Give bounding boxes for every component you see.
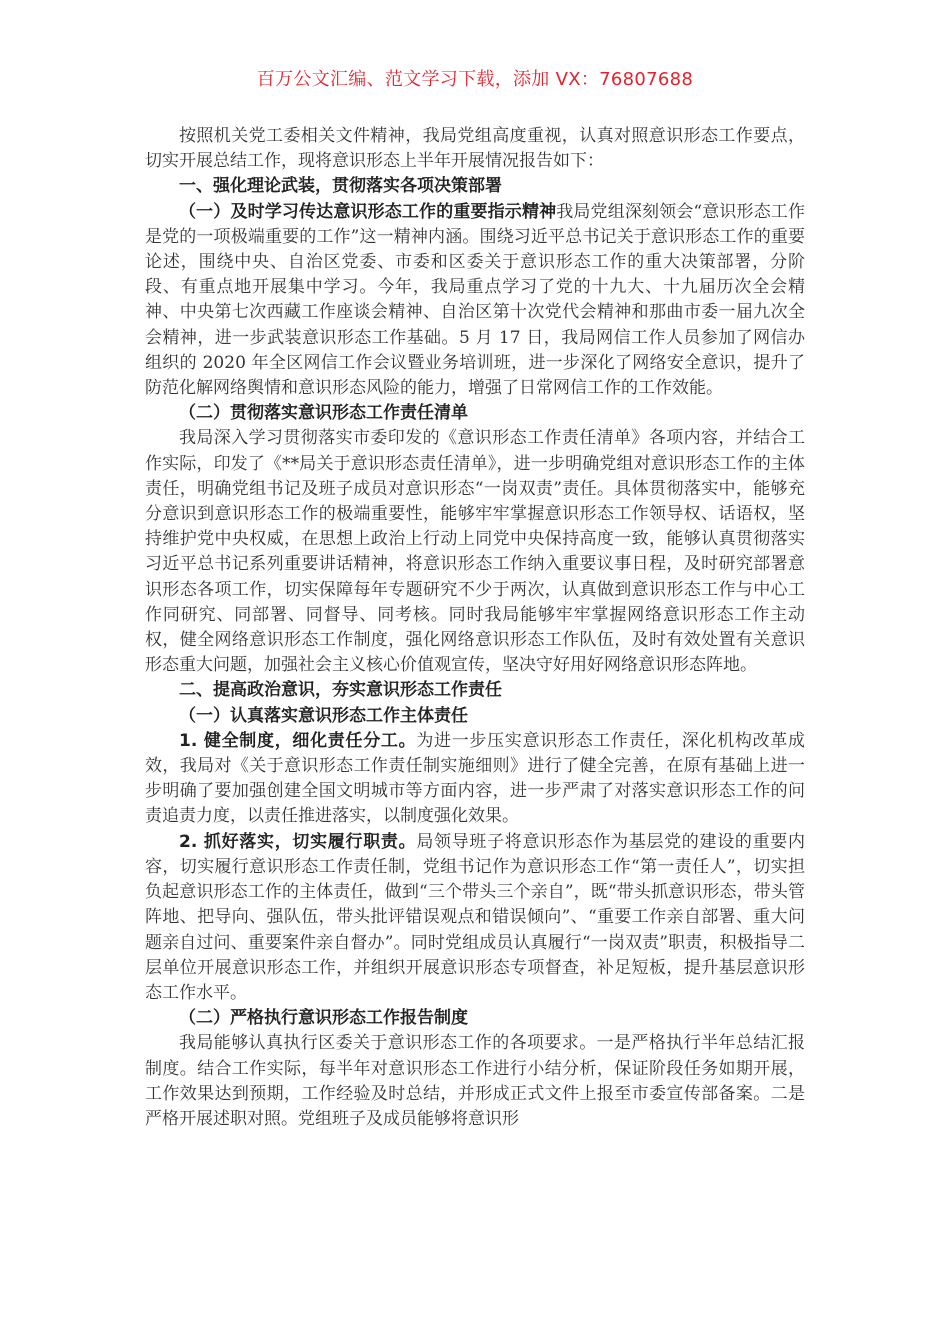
section-2-2-paragraph: 我局能够认真执行区委关于意识形态工作的各项要求。一是严格执行半年总结汇报制度。结合工作实际，每半年对意识形态工作进行小结分析，保证阶段任务如期开展，工作效果达到预期，工作经验及时总结，并形成正式文件上报至市委宣传部备案。二是严格开展述职对照。党组班子及成员能够将意识形	[145, 1033, 805, 1129]
section-1-2-heading: （二）贯彻落实意识形态工作责任清单	[179, 403, 468, 424]
document-body	[145, 124, 805, 1132]
item-1-lead: 1. 健全制度，细化责任分工。	[179, 730, 417, 751]
item-2-text: 局领导班子将意识形态作为基层党的建设的重要内容，切实履行意识形态工作责任制，党组书记作为意识形态工作“第一责任人”，切实担负起意识形态工作的主体责任，做到“三个带头三个亲自”，既“带头抓意识形态，带头管阵地、把导向、强队伍，带头批评错误观点和错误倾向”、“重要工作亲自部署、重大问题亲自过问、重要案件亲自督办”。同时党组成员认真履行“一岗双责”职责，积极指导二层单位开展意识形态工作，并组织开展意识形态专项督查，补足短板，提升基层意识形态工作水平。	[145, 831, 805, 1003]
promo-banner: 百万公文汇编、范文学习下载，添加 VX：76807688	[256, 69, 694, 90]
intro-paragraph: 按照机关党工委相关文件精神，我局党组高度重视，认真对照意识形态工作要点，切实开展总结工作，现将意识形态上半年开展情况报告如下：	[145, 126, 805, 172]
item-2-paragraph	[145, 830, 805, 1006]
section-2-2-heading: （二）严格执行意识形态工作报告制度	[179, 1008, 468, 1029]
section-1-1-paragraph	[145, 200, 805, 402]
section-2-1-heading: （一）认真落实意识形态工作主体责任	[179, 705, 468, 726]
section-2-heading: 二、提高政治意识，夯实意识形态工作责任	[179, 680, 502, 701]
item-2-lead: 2. 抓好落实，切实履行职责。	[179, 831, 417, 852]
section-1-2-paragraph: 我局深入学习贯彻落实市委印发的《意识形态工作责任清单》各项内容，并结合工作实际，印发了《**局关于意识形态责任清单》，进一步明确党组对意识形态工作的主体责任，明确党组书记及班子成员对意识形态“一岗双责”责任。具体贯彻落实中，能够充分意识到意识形态工作的极端重要性，能够牢牢掌握意识形态工作领导权、话语权，坚持维护党中央权威，在思想上政治上行动上同党中央保持高度一致，能够认真贯彻落实习近平总书记系列重要讲话精神，将意识形态工作纳入重要议事日程，及时研究部署意识形态各项工作，切实保障每年专题研究不少于两次，认真做到意识形态工作与中心工作同研究、同部署、同督导、同考核。同时我局能够牢牢掌握网络意识形态工作主动权，健全网络意识形态工作制度，强化网络意识形态工作队伍，及时有效处置有关意识形态重大问题，加强社会主义核心价值观宣传，坚决守好用好网络意识形态阵地。	[145, 428, 805, 676]
section-1-heading: 一、强化理论武装，贯彻落实各项决策部署	[179, 176, 502, 197]
section-1-1-heading: （一）及时学习传达意识形态工作的重要指示精神	[179, 201, 557, 222]
item-1-paragraph	[145, 729, 805, 830]
item-1-text: 为进一步压实意识形态工作责任，深化机构改革成效，我局对《关于意识形态工作责任制实施细则》进行了健全完善，在原有基础上进一步明确了要加强创建全国文明城市等方面内容，进一步严肃了对落实意识形态工作的问责追责力度，以责任推进落实，以制度强化效果。	[145, 730, 805, 827]
section-1-1-text: 我局党组深刻领会“意识形态工作是党的一项极端重要的工作”这一精神内涵。围绕习近平总书记关于意识形态工作的重要论述，围绕中央、自治区党委、市委和区委关于意识形态工作的重大决策部署，分阶段、有重点地开展集中学习。今年，我局重点学习了党的十九大、十九届历次全会精神、中央第七次西藏工作座谈会精神、自治区第十次党代会精神和那曲市委一届九次全会精神，进一步武装意识形态工作基础。5 月 17 日，我局网信工作人员参加了网信办组织的 2020 年全区网信工作会议暨业务培训班，进一步深化了网络安全意识，提升了防范化解网络舆情和意识形态风险的能力，增强了日常网信工作的工作效能。	[145, 201, 806, 399]
